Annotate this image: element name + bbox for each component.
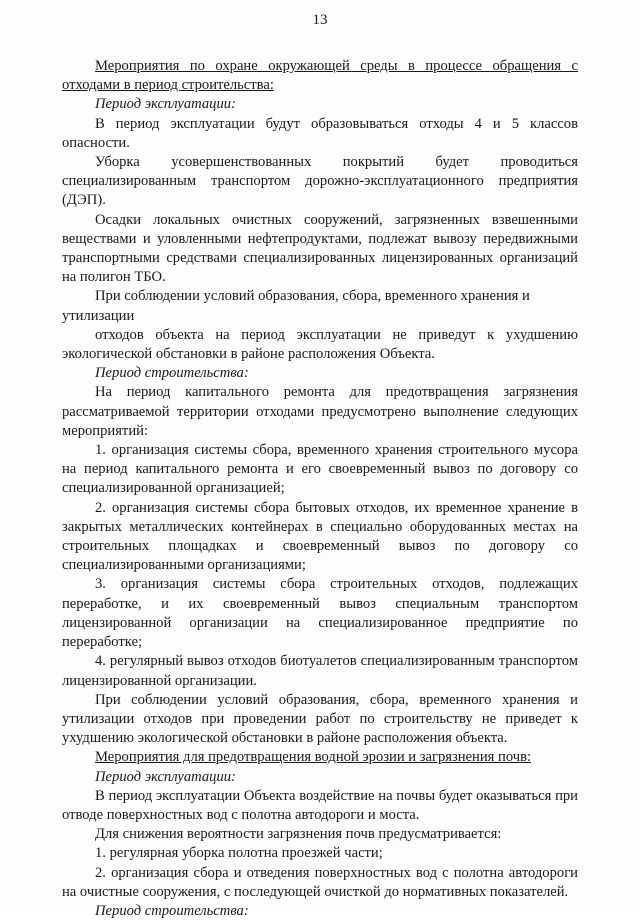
list-item: 1. регулярная уборка полотна проезжей части; [95, 845, 383, 862]
list-item: 2. организация сбора и отведения поверхностных вод с полотна автодороги на очистные сооружения, с последующей очисткой до нормативных показателей. [62, 864, 578, 900]
paragraph: В период эксплуатации будут образовываться отходы 4 и 5 классов опасности. [62, 115, 578, 151]
paragraph: В период эксплуатации Объекта воздействие на почвы будет оказываться при отводе поверхностных вод с полотна автодороги и моста. [62, 787, 578, 823]
paragraph: Для снижения вероятности загрязнения почв предусматривается: [95, 826, 502, 843]
list-item: 4. регулярный вывоз отходов биотуалетов специализированным транспортом лицензированной организации. [62, 653, 578, 689]
paragraph: Уборка усовершенствованных покрытий будет проводиться специализированным транспортом дорожно-эксплуатационного предприятия (ДЭП). [62, 154, 578, 209]
page-number: 13 [312, 12, 328, 28]
list-item: 3. организация системы сбора строительных отходов, подлежащих переработке, и их своевременный вывоз специальным транспортом лицензированной организации на специализированное предприятие по переработке; [62, 576, 578, 651]
subheading-operation-period: Период эксплуатации: [95, 96, 236, 113]
paragraph: При соблюдении условий образования, сбора, временного хранения и утилизации отходов при проведении работ по строительству не приведет к ухудшению экологической обстановки в районе расположения объекта. [62, 691, 578, 747]
subheading-construction-period: Период строительства: [95, 365, 249, 382]
document-body [62, 57, 578, 921]
paragraph: отходов объекта на период эксплуатации не приведут к ухудшению экологической обстановки в районе расположения Объекта. [62, 326, 578, 363]
subheading-construction-period: Период строительства: [95, 902, 249, 919]
paragraph: На период капитального ремонта для предотвращения загрязнения рассматриваемой территории отходами предусмотрено выполнение следующих мероприятий: [62, 384, 578, 439]
subheading-operation-period: Период эксплуатации: [95, 768, 236, 785]
paragraph: Осадки локальных очистных сооружений, загрязненных взвешенными веществами и уловленными нефтепродуктами, подлежат вывозу передвижными транспортными средствами специализированных лицензированных организаций на полигон ТБО. [62, 211, 578, 286]
paragraph: При соблюдении условий образования, сбора, временного хранения и утилизации [62, 288, 530, 324]
list-item: 2. организация системы сбора бытовых отходов, их временное хранение в закрытых металлических контейнерах в специально оборудованных местах на строительных площадках и своевременный вывоз по договору со специализированными организациями; [62, 499, 578, 574]
section-heading-waste: Мероприятия по охране окружающей среды в процессе обращения с отходами в период строительства: [62, 58, 578, 94]
list-item: 1. организация системы сбора, временного хранения строительного мусора на период капитального ремонта и его своевременный вывоз по договору со специализированной организацией; [62, 442, 578, 497]
section-heading-soil: Мероприятия для предотвращения водной эрозии и загрязнения почв: [95, 749, 532, 766]
